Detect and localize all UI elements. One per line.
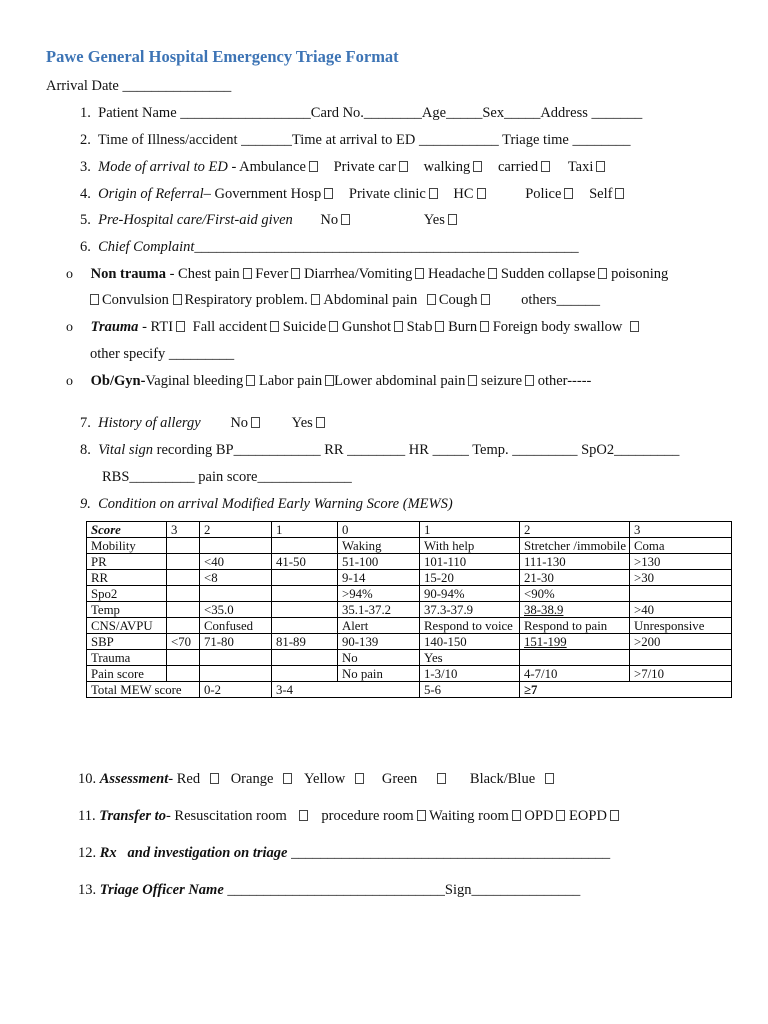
dash: -: [138, 319, 151, 335]
option-eopd[interactable]: [569, 808, 619, 824]
total-label: Total MEW score: [87, 682, 200, 698]
option-label: HC: [453, 186, 474, 202]
time-fields[interactable]: Time of Illness/accident _______Time at arrival to ED ___________ Triage time ________: [97, 132, 631, 148]
non-trauma-label: Non trauma: [90, 266, 166, 282]
checkbox[interactable]: [309, 161, 318, 172]
table-cell: [167, 602, 200, 618]
table-cell: ≥7: [520, 682, 732, 698]
option-label: Green: [381, 771, 418, 787]
table-cell: [272, 602, 338, 618]
table-cell: Yes: [420, 650, 520, 666]
option-label: Self: [589, 186, 613, 202]
option-label: Government Hosp: [214, 186, 322, 202]
option-stab[interactable]: [407, 319, 445, 335]
bullet-icon: o: [66, 267, 73, 282]
table-row: [87, 538, 732, 554]
item-11-transfer-to: [78, 808, 619, 825]
option-labor-pain[interactable]: [259, 373, 334, 389]
option-police[interactable]: [525, 186, 573, 202]
table-cell: 81-89: [272, 634, 338, 650]
item-5-prehospital-care: [80, 212, 457, 229]
option-label: OPD: [524, 808, 554, 824]
table-cell: 15-20: [420, 570, 520, 586]
item-number: 7.: [80, 415, 91, 431]
checkbox[interactable]: [176, 321, 185, 332]
option-yellow[interactable]: [304, 771, 364, 787]
option-label: Diarrhea/Vomiting: [303, 266, 413, 282]
header-cell: 0: [338, 522, 420, 538]
origin-of-referral-label: Origin of Referral: [98, 186, 204, 202]
option-self[interactable]: [589, 186, 624, 202]
option-chest-pain[interactable]: [178, 266, 252, 282]
table-cell: 0-2: [200, 682, 272, 698]
option-waiting-room[interactable]: [429, 808, 521, 824]
checkbox[interactable]: [394, 321, 403, 332]
option-seizure[interactable]: [481, 373, 534, 389]
table-cell: <8: [200, 570, 272, 586]
table-cell: 90-94%: [420, 586, 520, 602]
option-burn[interactable]: [448, 319, 489, 335]
table-cell: [272, 538, 338, 554]
table-row: [87, 666, 732, 682]
option-label: Vaginal bleeding: [145, 373, 244, 389]
transfer-to-label: Transfer to: [99, 808, 166, 824]
table-cell: [272, 570, 338, 586]
table-cell: <35.0: [200, 602, 272, 618]
page-title: Pawe General Hospital Emergency Triage Format: [46, 47, 399, 66]
option-label: Stab: [406, 319, 433, 335]
obgyn-row: [66, 373, 591, 390]
table-cell: [272, 650, 338, 666]
option-label: Chest pain: [178, 266, 240, 282]
vital-sign-fields-2[interactable]: RBS_________ pain score_____________: [102, 469, 352, 485]
item-number: 3.: [80, 159, 91, 175]
table-cell: [272, 618, 338, 634]
header-cell: 2: [200, 522, 272, 538]
option-label: Convulsion: [102, 292, 169, 308]
table-row: [87, 554, 732, 570]
table-cell: Unresponsive: [630, 618, 732, 634]
checkbox[interactable]: [417, 810, 426, 821]
option-ambulance[interactable]: [239, 159, 318, 175]
rx-field[interactable]: ____________________________________________: [291, 845, 611, 861]
table-row: [87, 618, 732, 634]
option-label: Red: [176, 771, 201, 787]
option-label: Private clinic: [348, 186, 426, 202]
option-suicide[interactable]: [283, 319, 339, 335]
checkbox[interactable]: [329, 321, 338, 332]
option-orange[interactable]: [231, 771, 293, 787]
table-cell: 140-150: [420, 634, 520, 650]
option-private-clinic[interactable]: [349, 186, 438, 202]
checkbox[interactable]: [291, 268, 300, 279]
option-fever[interactable]: [255, 266, 300, 282]
item-1: [80, 105, 642, 122]
item-number: 4.: [80, 186, 91, 202]
table-cell: <40: [200, 554, 272, 570]
dash: -: [227, 159, 240, 175]
option-yes[interactable]: [292, 415, 325, 431]
option-private-car[interactable]: [334, 159, 408, 175]
option-yes[interactable]: [424, 212, 457, 228]
header-cell: 2: [520, 522, 630, 538]
item-number: 11.: [78, 808, 96, 824]
checkbox[interactable]: [270, 321, 279, 332]
item-3-mode-of-arrival: [80, 159, 605, 176]
trauma-row: [66, 319, 639, 336]
checkbox[interactable]: [246, 375, 255, 386]
option-walking[interactable]: [424, 159, 483, 175]
table-cell: SBP: [87, 634, 167, 650]
option-label: seizure: [481, 373, 523, 389]
patient-info-fields[interactable]: Patient Name __________________Card No.________Age_____Sex_____Address _______: [98, 105, 643, 121]
table-cell: Spo2: [87, 586, 167, 602]
option-label: Black/Blue: [469, 771, 536, 787]
checkbox[interactable]: [325, 375, 334, 386]
arrival-date-field[interactable]: Arrival Date _______________: [46, 78, 232, 94]
table-cell: 111-130: [520, 554, 630, 570]
option-label: Waiting room: [429, 808, 509, 824]
table-cell: [167, 618, 200, 634]
checkbox[interactable]: [488, 268, 497, 279]
triage-officer-field[interactable]: ______________________________Sign_______________: [227, 882, 581, 898]
table-cell: 151-199: [520, 634, 630, 650]
mews-label: Condition on arrival Modified Early Warning Score (MEWS): [98, 496, 453, 512]
checkbox[interactable]: [610, 810, 619, 821]
table-cell: 35.1-37.2: [338, 602, 420, 618]
bullet-icon: o: [66, 374, 73, 389]
table-cell: <70: [167, 634, 200, 650]
table-row: [87, 602, 732, 618]
item-number: 2.: [80, 132, 91, 148]
option-no[interactable]: [230, 415, 260, 431]
option-label: Suicide: [282, 319, 327, 335]
table-cell: 90-139: [338, 634, 420, 650]
table-cell: 4-7/10: [520, 666, 630, 682]
table-cell: [167, 554, 200, 570]
table-cell: [167, 650, 200, 666]
option-sudden-collapse[interactable]: [501, 266, 608, 282]
checkbox[interactable]: [210, 773, 219, 784]
checkbox[interactable]: [448, 214, 457, 225]
option-label: Yes: [423, 212, 445, 228]
table-cell: 41-50: [272, 554, 338, 570]
option-red[interactable]: [177, 771, 219, 787]
dash: -: [165, 266, 179, 282]
option-label: Sudden collapse: [500, 266, 596, 282]
item-number: 1.: [80, 105, 91, 121]
chief-complaint-label: Chief Complaint: [98, 239, 195, 255]
table-cell: [272, 586, 338, 602]
table-cell: [200, 666, 272, 682]
option-cough[interactable]: [421, 292, 490, 308]
table-cell: [272, 666, 338, 682]
table-row: [87, 650, 732, 666]
table-cell: Mobility: [87, 538, 167, 554]
option-vaginal-bleeding[interactable]: [145, 373, 255, 389]
checkbox[interactable]: [473, 161, 482, 172]
option-label: procedure room: [321, 808, 414, 824]
option-procedure-room[interactable]: [321, 808, 425, 824]
table-cell: [200, 586, 272, 602]
option-label: Private car: [333, 159, 396, 175]
item-number: 10.: [78, 771, 97, 787]
table-cell: >94%: [338, 586, 420, 602]
option-label: Foreign body swallow: [492, 319, 623, 335]
checkbox[interactable]: [316, 417, 325, 428]
table-cell: [630, 650, 732, 666]
rx-label: Rx: [99, 845, 117, 861]
table-cell: <90%: [520, 586, 630, 602]
checkbox[interactable]: [341, 214, 350, 225]
option-label: Yellow: [304, 771, 346, 787]
option-label: No: [230, 415, 249, 431]
checkbox[interactable]: [429, 188, 438, 199]
table-cell: RR: [87, 570, 167, 586]
table-cell: Trauma: [87, 650, 167, 666]
option-label: No: [320, 212, 339, 228]
option-label: Orange: [230, 771, 274, 787]
option-lower-abdominal-pain[interactable]: [334, 373, 477, 389]
checkbox[interactable]: [615, 188, 624, 199]
item-13-triage-officer: [78, 882, 580, 899]
table-cell: [167, 538, 200, 554]
table-cell: 101-110: [420, 554, 520, 570]
history-of-allergy-label: History of allergy: [98, 415, 201, 431]
option-label: Lower abdominal pain: [334, 373, 466, 389]
item-number: 5.: [80, 212, 91, 228]
option-label: Burn: [448, 319, 478, 335]
checkbox[interactable]: [545, 773, 554, 784]
option-no[interactable]: [320, 212, 350, 228]
non-trauma-row-2: [90, 292, 600, 309]
option-opd[interactable]: [524, 808, 565, 824]
checkbox[interactable]: [299, 810, 308, 821]
triage-officer-label: Triage Officer Name: [99, 882, 224, 898]
option-label: Abdominal pain: [323, 292, 418, 308]
table-total-row: [87, 682, 732, 698]
table-row: [87, 586, 732, 602]
table-cell: Coma: [630, 538, 732, 554]
option-label: Fever: [255, 266, 289, 282]
table-cell: >200: [630, 634, 732, 650]
checkbox[interactable]: [596, 161, 605, 172]
checkbox[interactable]: [437, 773, 446, 784]
others-field[interactable]: others______: [521, 292, 601, 308]
table-cell: [167, 666, 200, 682]
header-cell: 1: [272, 522, 338, 538]
mews-table: [86, 521, 732, 698]
table-cell: Respond to pain: [520, 618, 630, 634]
option-black-blue[interactable]: [470, 771, 554, 787]
option-label: Ambulance: [239, 159, 306, 175]
table-cell: 51-100: [338, 554, 420, 570]
investigation-label: and investigation on triage: [127, 845, 288, 861]
checkbox[interactable]: [630, 321, 639, 332]
table-cell: Pain score: [87, 666, 167, 682]
obgyn-label: Ob/Gyn-: [90, 373, 146, 389]
trauma-label: Trauma: [90, 319, 139, 335]
option-label: Police: [525, 186, 562, 202]
option-abdominal-pain[interactable]: [311, 292, 417, 308]
checkbox[interactable]: [468, 375, 477, 386]
mode-of-arrival-label: Mode of arrival to ED: [98, 159, 228, 175]
bullet-icon: o: [66, 320, 73, 335]
option-respiratory-problem[interactable]: [173, 292, 308, 308]
checkbox[interactable]: [427, 294, 436, 305]
header-cell: 3: [167, 522, 200, 538]
item-9-mews: [80, 496, 453, 513]
vital-sign-fields[interactable]: recording BP____________ RR ________ HR _____ Temp. _________ SpO2_________: [153, 442, 680, 458]
option-foreign-body-swallow[interactable]: [493, 319, 640, 335]
table-cell: CNS/AVPU: [87, 618, 167, 634]
obgyn-other-field[interactable]: other-----: [537, 373, 592, 389]
table-cell: >7/10: [630, 666, 732, 682]
vital-sign-label: Vital sign: [98, 442, 154, 458]
assessment-label: Assessment: [99, 771, 169, 787]
item-6-chief-complaint: [80, 239, 579, 256]
option-label: RTI: [150, 319, 174, 335]
table-cell: 37.3-37.9: [420, 602, 520, 618]
item-10-assessment: [78, 771, 554, 788]
table-cell: No pain: [338, 666, 420, 682]
checkbox[interactable]: [556, 810, 565, 821]
option-resuscitation-room[interactable]: [174, 808, 307, 824]
option-government-hosp[interactable]: [215, 186, 334, 202]
table-cell: 5-6: [420, 682, 520, 698]
option-label: Taxi: [567, 159, 594, 175]
table-cell: >30: [630, 570, 732, 586]
checkbox[interactable]: [251, 417, 260, 428]
option-label: Headache: [428, 266, 486, 282]
prehospital-care-label: Pre-Hospital care/First-aid given: [98, 212, 293, 228]
checkbox[interactable]: [324, 188, 333, 199]
checkbox[interactable]: [355, 773, 364, 784]
table-cell: With help: [420, 538, 520, 554]
checkbox[interactable]: [90, 294, 99, 305]
header-cell: Score: [87, 522, 167, 538]
table-cell: [167, 570, 200, 586]
option-label: Respiratory problem.: [184, 292, 308, 308]
option-poisoning[interactable]: poisoning: [611, 266, 669, 282]
table-cell: Alert: [338, 618, 420, 634]
non-trauma-row: [66, 266, 668, 283]
checkbox[interactable]: [415, 268, 424, 279]
option-gunshot[interactable]: [342, 319, 403, 335]
item-number: 6.: [80, 239, 91, 255]
table-cell: Stretcher /immobile: [520, 538, 630, 554]
table-cell: 9-14: [338, 570, 420, 586]
table-cell: [200, 650, 272, 666]
checkbox[interactable]: [173, 294, 182, 305]
checkbox[interactable]: [311, 294, 320, 305]
option-label: Gunshot: [341, 319, 392, 335]
option-label: walking: [423, 159, 471, 175]
checkbox[interactable]: [541, 161, 550, 172]
table-row: [87, 634, 732, 650]
option-label: Resuscitation room: [174, 808, 287, 824]
table-cell: 38-38.9: [520, 602, 630, 618]
item-4-origin-of-referral: [80, 186, 624, 203]
option-carried[interactable]: [498, 159, 550, 175]
table-cell: [630, 586, 732, 602]
checkbox[interactable]: [243, 268, 252, 279]
table-cell: 71-80: [200, 634, 272, 650]
table-cell: 21-30: [520, 570, 630, 586]
option-convulsion[interactable]: [90, 292, 169, 308]
option-label: Cough: [438, 292, 478, 308]
item-number: 13.: [78, 882, 97, 898]
table-cell: [520, 650, 630, 666]
option-label: Fall accident: [192, 319, 268, 335]
checkbox[interactable]: [598, 268, 607, 279]
option-label: EOPD: [569, 808, 607, 824]
dash: –: [203, 186, 215, 202]
checkbox[interactable]: [481, 294, 490, 305]
option-hc[interactable]: [453, 186, 485, 202]
header-cell: 3: [630, 522, 732, 538]
table-cell: Respond to voice: [420, 618, 520, 634]
table-header-row: [87, 522, 732, 538]
option-green[interactable]: [382, 771, 446, 787]
table-cell: Waking: [338, 538, 420, 554]
table-cell: >40: [630, 602, 732, 618]
option-headache[interactable]: [428, 266, 497, 282]
table-cell: 3-4: [272, 682, 420, 698]
checkbox[interactable]: [564, 188, 573, 199]
checkbox[interactable]: [399, 161, 408, 172]
table-cell: Temp: [87, 602, 167, 618]
table-cell: >130: [630, 554, 732, 570]
checkbox[interactable]: [435, 321, 444, 332]
checkbox[interactable]: [283, 773, 292, 784]
checkbox[interactable]: [512, 810, 521, 821]
item-number: 9.: [80, 496, 91, 512]
table-cell: [167, 586, 200, 602]
table-cell: PR: [87, 554, 167, 570]
chief-complaint-field[interactable]: _____________________________________________________: [194, 239, 579, 255]
checkbox[interactable]: [477, 188, 486, 199]
option-fall-accident[interactable]: [193, 319, 279, 335]
table-row: [87, 570, 732, 586]
option-label: carried: [497, 159, 539, 175]
table-cell: No: [338, 650, 420, 666]
table-cell: [200, 538, 272, 554]
option-diarrhea-vomiting[interactable]: [304, 266, 424, 282]
dash: -: [165, 808, 175, 824]
dash: -: [168, 771, 177, 787]
item-12-rx: [78, 845, 610, 862]
table-cell: 1-3/10: [420, 666, 520, 682]
option-label: Yes: [291, 415, 313, 431]
table-cell: Confused: [200, 618, 272, 634]
option-label: Labor pain: [258, 373, 323, 389]
option-taxi[interactable]: [568, 159, 606, 175]
item-number: 12.: [78, 845, 97, 861]
item-number: 8.: [80, 442, 91, 458]
checkbox[interactable]: [525, 375, 534, 386]
item-7-history-of-allergy: [80, 415, 325, 432]
item-2: [80, 132, 630, 149]
checkbox[interactable]: [480, 321, 489, 332]
trauma-other-field[interactable]: other specify _________: [90, 346, 235, 362]
item-8-vital-sign: [80, 442, 679, 459]
option-rti[interactable]: [151, 319, 186, 335]
header-cell: 1: [420, 522, 520, 538]
